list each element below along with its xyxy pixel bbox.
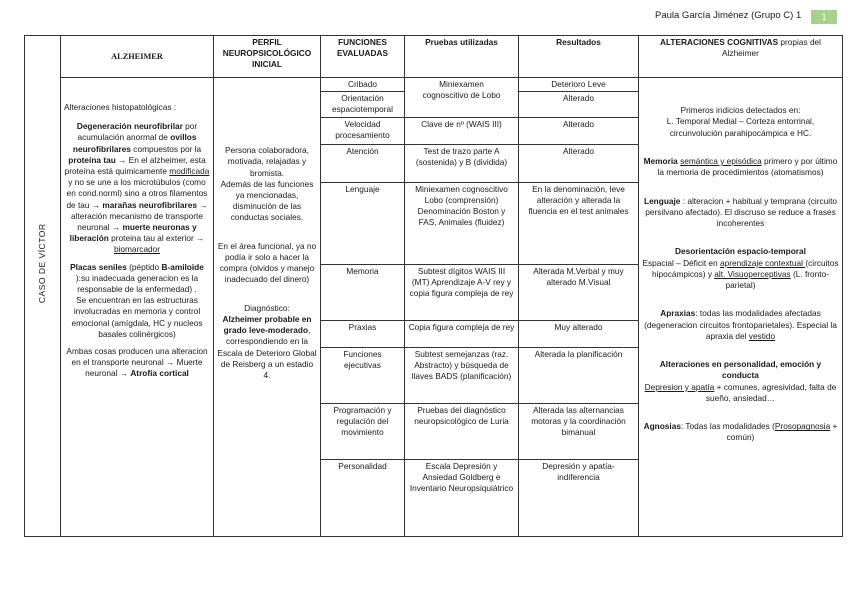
histo-conclusion xyxy=(64,346,210,380)
prueba-cell: Subtest dígitos WAIS III (MT) Aprendizaje A-V rey y copia figura compleja de rey xyxy=(405,264,519,320)
desorientacion-t2: (circuitos hipocámpicos) y xyxy=(652,257,839,279)
resultado-cell: Alterada M.Verbal y muy alterado M.Visual xyxy=(519,264,639,320)
alt-desorientacion xyxy=(642,246,839,291)
alteraciones-header xyxy=(639,36,843,78)
memoria-text: primero y por último la memoria de procedimientos (atomatismos) xyxy=(657,156,838,178)
case-side-label-cell xyxy=(25,36,61,537)
degeneration-t4: y no se une a los microtúbulos (como en cond.norml) sino a otros filamentos de tau → xyxy=(66,177,208,210)
resultado-cell: Alterada la planificación xyxy=(519,347,639,403)
alteraciones-header-rest: propias del Alzheimer xyxy=(722,37,822,59)
personalidad-term: Alteraciones en personalidad, emoción y conducta xyxy=(659,359,822,381)
perfil-cell xyxy=(214,78,321,537)
histo-plaques xyxy=(64,262,210,340)
diagnosis-bold: Alzheimer probable en grado leve-moderado xyxy=(222,314,312,336)
aprendizaje-term: aprendizaje contextual xyxy=(719,257,806,268)
funcion-cell: Lenguaje xyxy=(321,182,405,264)
alteraciones-cell xyxy=(639,78,843,537)
prueba-cell: Subtest semejanzas (raz. Abstracto) y búsqueda de llaves BADS (planificación) xyxy=(405,347,519,403)
memoria-types: semántica y episódica xyxy=(680,156,762,167)
prueba-cell: Miniexamen cognoscitivo de Lobo xyxy=(405,78,519,118)
funcion-cell: Orientación espaciotemporal xyxy=(321,92,405,117)
desorientacion-t3: (L. fronto-parietal) xyxy=(725,268,829,291)
histo-intro: Alteraciones histopatológicas : xyxy=(64,102,177,112)
modificada-term: modificada xyxy=(169,166,210,177)
resultado-cell: En la denominación, leve alteración y alterada la fluencia en el test animales xyxy=(519,182,639,264)
alzheimer-table xyxy=(24,35,843,537)
alt-agnosias xyxy=(642,421,839,443)
funcion-cell: Cribado xyxy=(321,78,405,92)
title-cell xyxy=(61,36,214,78)
page-header xyxy=(655,10,801,21)
plaques-t2: ):su inadecuada generacion es la responsable de la enfermedad) . Se encuentran en las estructuras involucradas en memoria y control emocional (amígdala, HC y nucleos basales colinérgicos) xyxy=(71,272,203,339)
histopathology-cell xyxy=(61,78,214,537)
tau-term: proteína tau xyxy=(68,154,116,165)
vestido-term: vestido xyxy=(748,330,776,341)
depresion-term: Depresion y apatía xyxy=(644,381,715,392)
resultados-header: Resultados xyxy=(519,36,639,78)
resultado-cell: Muy alterado xyxy=(519,320,639,347)
prueba-cell: Escala Depresión y Ansiedad Goldberg e Inventario Neuropsiquiátrico xyxy=(405,459,519,536)
funcion-cell: Funciones ejecutivas xyxy=(321,347,405,403)
maranas-term: marañas neurofibrilares xyxy=(102,199,197,210)
prueba-cell: Clave de nº (WAIS III) xyxy=(405,117,519,144)
funcion-cell: Memoria xyxy=(321,264,405,320)
prueba-cell: Test de trazo parte A (sostenida) y B (dividida) xyxy=(405,144,519,182)
resultado-cell: Deterioro Leve xyxy=(519,78,639,92)
author-label: Paula García Jiménez (Grupo C) xyxy=(655,10,794,21)
conclusion-t1: Ambas cosas producen una alteracion en el transporte neuronal → Muerte neuronal → xyxy=(66,346,208,379)
prueba-cell: Copia figura compleja de rey xyxy=(405,320,519,347)
resultado-cell: Alterada las alternancias motoras y la coordinación bimanual xyxy=(519,403,639,459)
funcion-cell: Praxias xyxy=(321,320,405,347)
personalidad-text: + comunes, agresividad, falta de sueño, ansiedad… xyxy=(705,381,837,403)
edit-mark: 1 xyxy=(795,10,802,21)
alt-memoria xyxy=(642,156,839,178)
funcion-cell: Atención xyxy=(321,144,405,182)
degeneration-t5: → alteración mecanismo de transporte neuronal → xyxy=(71,199,208,233)
agnosias-t2: + común) xyxy=(726,421,838,443)
agnosias-term: Agnosias xyxy=(643,421,681,432)
desorientacion-term: Desorientación espacio-temporal xyxy=(675,246,806,257)
prueba-cell: Miniexamen cognoscitivo Lobo (comprensión) Denominación Boston y FAS, Animales (fluidez) xyxy=(405,182,519,264)
table-title: ALZHEIMER xyxy=(111,51,163,61)
alt-personalidad xyxy=(642,359,839,404)
alteraciones-header-bold: ALTERACIONES COGNITIVAS xyxy=(659,37,779,47)
degeneration-t1: por acumulación anormal de xyxy=(77,121,198,143)
alt-first-signs: Primeros indicios detectados en: L. Temporal Medial – Corteza entorrinal, circunvolución parahipocámpica e HC. xyxy=(666,105,815,138)
resultado-cell: Depresión y apatía-indiferencia xyxy=(519,459,639,536)
histo-degeneration xyxy=(64,121,210,255)
apraxias-term: Apraxias xyxy=(660,308,696,319)
atrofia-term: Atrofia cortical xyxy=(130,368,189,379)
perfil-header: PERFIL NEUROPSICOLÓGICO INICIAL xyxy=(214,36,321,78)
memoria-term: Memoria xyxy=(643,156,678,167)
alt-lenguaje xyxy=(642,196,839,230)
perfil-functional: En el área funcional, ya no podía ir solo a hacer la compra (olvidos y manejo inadecuado del dinero) xyxy=(217,240,317,285)
amiloide-term: B-amiloide xyxy=(161,261,204,272)
apraxias-text: : todas las modalidades afectadas (degeneracion circuitos frontoparietales). Especial la apraxia del xyxy=(644,308,837,341)
prueba-cell: Pruebas del diagnóstico neuropsicológico de Luria xyxy=(405,403,519,459)
funcion-cell: Personalidad xyxy=(321,459,405,536)
diagnosis-rest: , correspondiendo en la Escala de Deterioro Global de Reisberg a un estadio 4. xyxy=(217,325,317,381)
case-side-label: CASO DE VÍCTOR xyxy=(36,223,47,304)
degeneration-t2: compuestos por la xyxy=(131,143,202,154)
degeneration-term: Degeneración neurofibrilar xyxy=(76,121,183,132)
funciones-header: FUNCIONES EVALUADAS xyxy=(321,36,405,78)
desorientacion-t1: Espacial – Déficit en xyxy=(642,257,720,268)
resultado-cell: Alterado xyxy=(519,117,639,144)
lenguaje-term: Lenguaje xyxy=(644,195,681,206)
lenguaje-text: : alteracion + habitual y temprana (circuito persilvano afectado). El discruso se reduce a frases incoherentes xyxy=(645,195,837,229)
plaques-t1: (péptido xyxy=(126,261,162,272)
page-number-badge: 1 xyxy=(811,10,837,24)
spacer xyxy=(321,536,639,537)
ovillos-term: ovillos neurofibrilares xyxy=(72,132,197,154)
alt-apraxias xyxy=(642,308,839,342)
degeneration-t3: → En el alzheimer, esta proteína está quimicamente xyxy=(64,154,206,177)
perfil-personality: Persona colaboradora, motivada, relajadas y bromista. Además de las funciones ya mencionadas, disminución de las conductas sociales. xyxy=(220,145,314,223)
biomarcador-term: biomarcador xyxy=(113,244,161,255)
muerte-term: muerte neuronas y liberación xyxy=(69,222,197,244)
placas-term: Placas seniles xyxy=(70,261,127,272)
diagnosis-label: Diagnóstico: xyxy=(244,302,290,313)
degeneration-t6: proteina tau al exterior → xyxy=(108,233,205,244)
perfil-diagnosis xyxy=(217,303,317,381)
prosopagnosia-term: Prosopagnosia xyxy=(774,421,831,432)
resultado-cell: Alterado xyxy=(519,144,639,182)
visuoperceptivas-term: alt. Visuoperceptivas xyxy=(714,268,791,279)
pruebas-header: Pruebas utilizadas xyxy=(405,36,519,78)
funcion-cell: Programación y regulación del movimiento xyxy=(321,403,405,459)
resultado-cell: Alterado xyxy=(519,92,639,117)
funcion-cell: Velocidad procesamiento xyxy=(321,117,405,144)
agnosias-t1: : Todas las modalidades ( xyxy=(680,421,775,432)
